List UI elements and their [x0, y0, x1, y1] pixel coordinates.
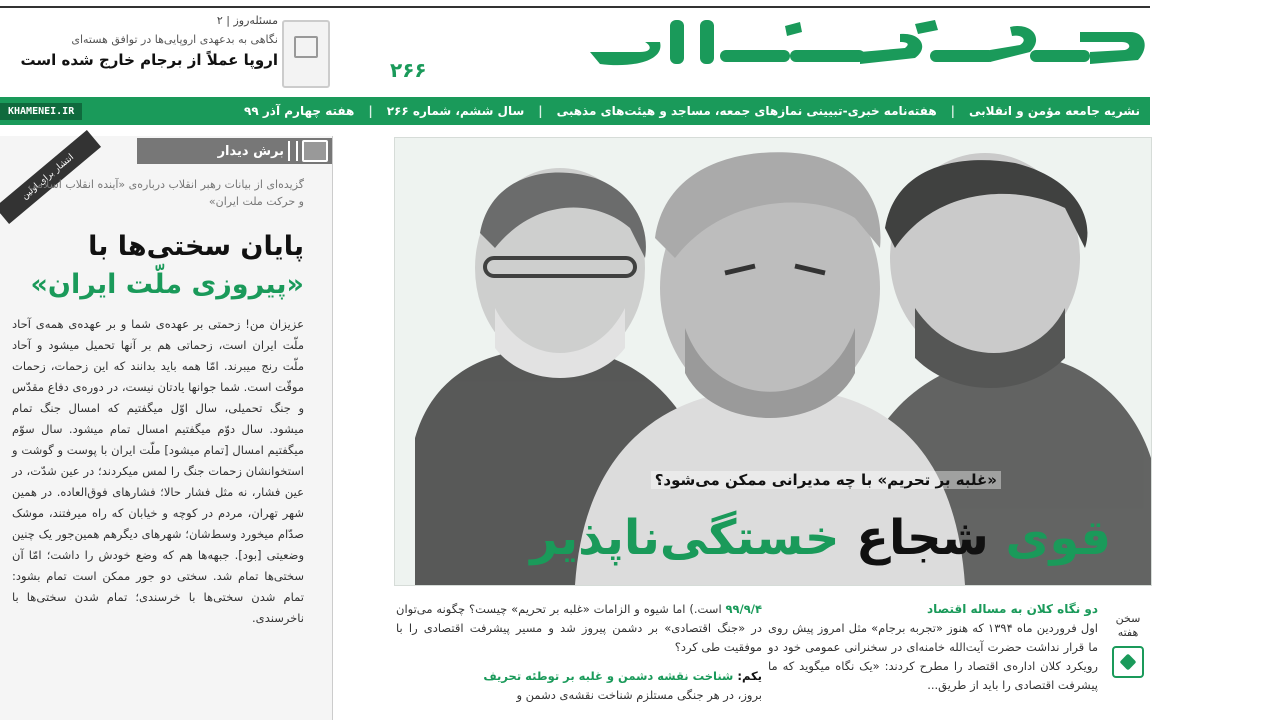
- bar-separator: |: [950, 104, 956, 118]
- column-title-line1: پایان سختی‌ها با: [88, 231, 304, 262]
- top-teaser[interactable]: [8, 14, 278, 94]
- column-title[interactable]: [14, 228, 304, 304]
- article-right-body: اول فروردین ماه ۱۳۹۴ که هنوز «تجربه برجام» مثل امروز پیش روی ما قرار نداشت حضرت آیت‌الله خامنه‌ای در سخنرانی عمومی خود دو رویکرد کلان اداره‌ی اقتصاد را مطرح کردند: «یک نگاه میگوید که ما پیشرفت اقتصادی را باید از طریق...: [768, 621, 1098, 692]
- bar-item-issue: سال ششم، شماره ۲۶۶: [386, 104, 525, 118]
- article-center-continuation: بروز، در هر جنگی مستلزم شناخت نقشه‌ی دشمن و: [516, 688, 762, 702]
- teaser-subhead: نگاهی به بدعهدی اروپایی‌ها در توافق هسته‌ای: [71, 33, 278, 46]
- hero-word-brave: شجاع: [856, 510, 989, 566]
- top-rule: [0, 6, 1150, 8]
- section-icon: [302, 140, 328, 162]
- article-center-body: است.) اما شیوه و الزامات «غلبه بر تحریم» چیست؟ چگونه می‌توان در «جنگ اقتصادی» بر دشمن پیروز شد و مسیر پیشرفت اقتصادی را با موفقیت طی کرد؟: [396, 602, 762, 654]
- hero-headline[interactable]: [530, 508, 1111, 568]
- article-right: [768, 600, 1098, 695]
- issue-number: ۲۶۶: [390, 58, 427, 82]
- info-bar: [0, 97, 1150, 125]
- bar-separator: |: [368, 104, 373, 118]
- article-center: [396, 600, 762, 705]
- article-center-text: [396, 600, 762, 657]
- teaser-meta: مسئله‌روز | ۲: [216, 14, 278, 27]
- corner-ribbon: انتشار برای اولین: [0, 130, 101, 224]
- site-link[interactable]: KHAMENEI.IR: [0, 103, 82, 120]
- article-subheading: [396, 667, 762, 686]
- hero-image[interactable]: [394, 137, 1152, 586]
- masthead: [390, 12, 1150, 92]
- subheading-label: یکم:: [737, 669, 762, 683]
- column-title-line2: «پیروزی ملّت ایران»: [30, 269, 304, 300]
- bar-separator: |: [538, 104, 543, 118]
- week-word-badge: [1106, 612, 1150, 678]
- subheading-title: شناخت نقشه دشمن و غلبه بر توطئه تحریف: [483, 669, 734, 683]
- week-word-label2: هفته: [1117, 626, 1139, 639]
- speech-icon: [1112, 646, 1144, 678]
- week-word-label1: سخن: [1115, 612, 1141, 625]
- hero-word-strong: قوی: [1005, 510, 1111, 566]
- logo: [390, 12, 1150, 82]
- article-right-heading[interactable]: دو نگاه کلان به مساله اقتصاد: [927, 602, 1098, 616]
- hero-question: «غلبه بر تحریم» با چه مدیرانی ممکن می‌شود؟: [651, 471, 1001, 489]
- teaser-headline[interactable]: اروپا عملاً از برجام خارج شده است: [20, 51, 278, 69]
- article-date: ۹۹/۹/۴: [725, 602, 762, 616]
- bar-item-type: هفته‌نامه خبری-تبیینی نمازهای جمعه، مساجد و هیئت‌های مذهبی: [556, 104, 937, 118]
- column-intro: گزیده‌ای از بیانات رهبر انقلاب درباره‌ی «آینده انقلاب اسلامی و حرکت ملت ایران»: [27, 178, 304, 208]
- divider-icon: [288, 141, 298, 161]
- section-label: [137, 138, 332, 164]
- document-icon: [282, 20, 330, 88]
- bar-item-date: هفته چهارم آذر ۹۹: [244, 104, 355, 118]
- bar-item-description: نشریه جامعه مؤمن و انقلابی: [969, 104, 1140, 118]
- hero-word-tireless: خستگی‌ناپذیر: [530, 510, 840, 566]
- column-body: عزیزان من! زحمتی بر عهده‌ی شما و بر عهده‌ی همه‌ی آحاد ملّت ایران است، زحماتی هم بر آنها تحمیل میشود و آحاد ملّت رنج میبرند. امّا همه باید بدانند که این زحمات، زحمات موقّت است. شما جوانها یادتان نیست، در دوره‌ی دفاع مقدّس و جنگ تحمیلی، سال اوّل میگفتیم که امسال جنگ تمام میشود. سال دوّم میگفتیم امسال تمام میشود. سال سوّم میگفتیم امسال [تمام میشود] ملّت ایران با پوست و گوشت و استخوانشان زحمات جنگ را لمس میکردند؛ در عین شدّت، در عین فشار، نه مثل فشار حالا؛ فشارهای فوق‌العاده. در همین شهر تهران، مردم در کوچه و خیابان که راه میرفتند، موشک صدّام میخورد وسط‌شان؛ شهرهای دیگرهم همین‌جور یک چنین وضعیتی [بود]. جبهه‌ها هم که وضع خودش را داشت؛ امّا آن سختی‌ها تمام شد. سختی دو جور ممکن است تمام بشود: تمام شدن سختی‌ها با خرسندی؛ تمام شدن سختی‌ها با ناخرسندی.: [12, 317, 304, 625]
- section-label-text: برش دیدار: [217, 143, 284, 159]
- left-column: [0, 136, 333, 720]
